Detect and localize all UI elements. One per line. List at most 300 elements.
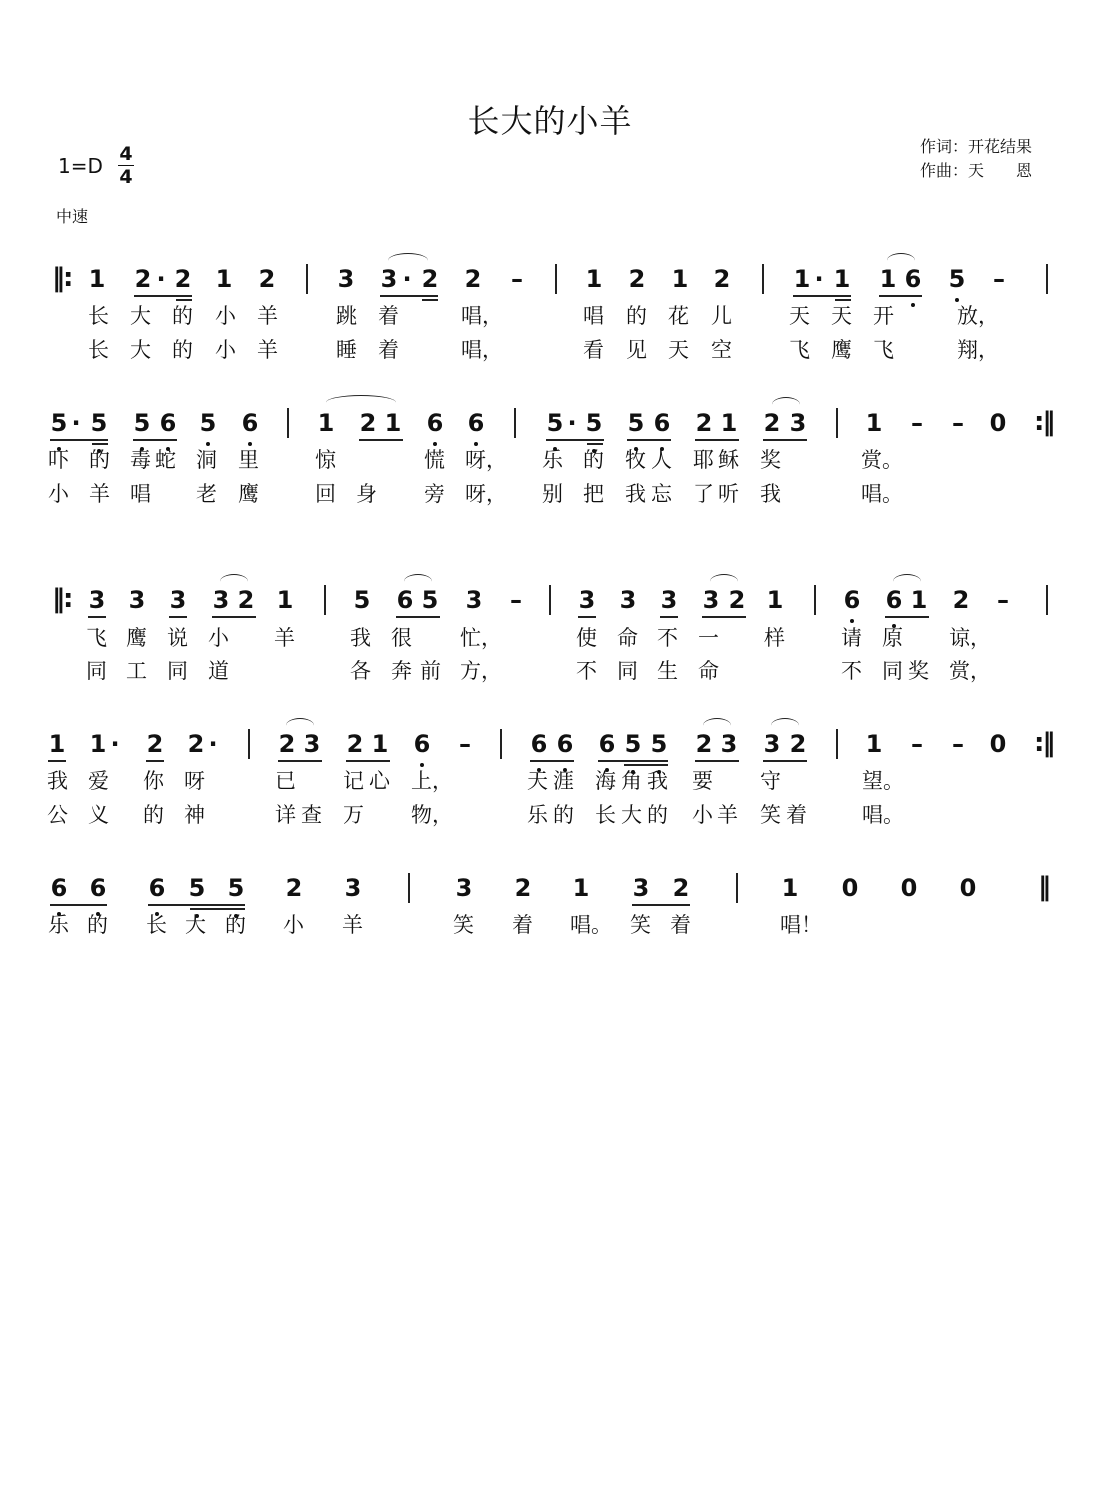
note: 2 xyxy=(187,730,205,758)
note: 2 xyxy=(285,874,303,902)
lyric: 物， xyxy=(411,803,453,827)
note: 2 xyxy=(237,586,255,614)
note-low: 5 xyxy=(90,409,108,437)
eighth-beam xyxy=(133,439,177,441)
sixteenth-beam xyxy=(92,443,108,445)
barline xyxy=(762,264,764,294)
lyric: 的 xyxy=(225,913,246,937)
lyric: 公 xyxy=(47,803,68,827)
lyric: 毒 xyxy=(130,448,151,472)
note: 3 xyxy=(380,265,398,293)
lyric: 笑 xyxy=(760,803,781,827)
lyric: 鹰 xyxy=(238,482,259,506)
eighth-beam xyxy=(627,439,671,441)
dash-extension: – xyxy=(511,265,523,293)
lyric: 翔， xyxy=(957,338,999,362)
lyric: 长 xyxy=(88,304,109,328)
note-low: 6 xyxy=(467,409,485,437)
lyric: 命 xyxy=(698,659,719,683)
lyric: 唱。 xyxy=(862,803,904,827)
rest: 0 xyxy=(841,874,859,902)
score-system-1 xyxy=(0,265,1100,385)
note-low: 5 xyxy=(585,409,603,437)
lyricist-credit: 作词：开花结果 xyxy=(920,137,1033,156)
lyric: 着 xyxy=(512,913,533,937)
lyric: 奖 xyxy=(760,448,781,472)
slur xyxy=(703,718,731,733)
dash-extension: – xyxy=(911,409,923,437)
eighth-beam xyxy=(88,616,106,618)
lyric: 睡 xyxy=(336,338,357,362)
low-octave-dot xyxy=(433,442,437,446)
note: 1 xyxy=(384,409,402,437)
sixteenth-beam xyxy=(422,299,438,301)
lyric: 不 xyxy=(841,659,862,683)
lyric: 乐 xyxy=(527,803,548,827)
lyric: 上， xyxy=(411,769,453,793)
lyric: 蛇 xyxy=(155,448,176,472)
final-barline: ‖ xyxy=(1038,872,1049,902)
lyric: 的 xyxy=(626,304,647,328)
eighth-beam xyxy=(380,295,438,297)
note: 3 xyxy=(789,409,807,437)
note-low: 6 xyxy=(426,409,444,437)
score-system-4 xyxy=(0,730,1100,850)
note: 1 xyxy=(781,874,799,902)
note-low: 5 xyxy=(50,409,68,437)
augmentation-dot: · xyxy=(208,730,218,758)
note: 2 xyxy=(514,874,532,902)
lyric: 的 xyxy=(647,803,668,827)
lyric: 飞 xyxy=(789,338,810,362)
eighth-beam xyxy=(212,616,256,618)
song-title: 长大的小羊 xyxy=(467,102,633,140)
lyric: 天 xyxy=(789,304,810,328)
lyric: 大 xyxy=(130,304,151,328)
barline xyxy=(306,264,308,294)
note: 2 xyxy=(628,265,646,293)
lyric: 着 xyxy=(378,338,399,362)
sixteenth-beam xyxy=(587,443,603,445)
note: 1 xyxy=(671,265,689,293)
barline xyxy=(814,585,816,615)
lyric: 唱。 xyxy=(861,482,903,506)
lyric: 空 xyxy=(711,338,732,362)
lyric: 万 xyxy=(343,803,364,827)
note-low: 6 xyxy=(530,730,548,758)
lyric: 唱！ xyxy=(780,913,822,937)
low-octave-dot xyxy=(850,619,854,623)
lyric: 我 xyxy=(760,482,781,506)
lyric: 鹰 xyxy=(126,626,147,650)
lyric: 使 xyxy=(576,626,597,650)
lyric: 我 xyxy=(47,769,68,793)
eighth-beam xyxy=(359,439,403,441)
note-low: 5 xyxy=(133,409,151,437)
dash-extension: – xyxy=(997,586,1009,614)
barline xyxy=(500,729,502,759)
low-octave-dot xyxy=(955,298,959,302)
slur xyxy=(772,397,800,412)
note: 1 xyxy=(766,586,784,614)
lyric: 呀 xyxy=(184,769,205,793)
slur xyxy=(388,253,428,268)
lyric: 了 xyxy=(693,482,714,506)
note: 1 xyxy=(865,409,883,437)
note: 1 xyxy=(48,730,66,758)
lyric: 大 xyxy=(621,803,642,827)
lyric: 羊 xyxy=(717,803,738,827)
lyric: 说 xyxy=(167,626,188,650)
barline xyxy=(736,873,738,903)
lyric: 守 xyxy=(760,769,781,793)
note-low: 6 xyxy=(241,409,259,437)
barline xyxy=(836,408,838,438)
lyric: 乐 xyxy=(542,448,563,472)
lyric: 命 xyxy=(617,626,638,650)
repeat-end-sign: :‖ xyxy=(1034,407,1054,437)
eighth-beam xyxy=(346,760,390,762)
sixteenth-beam xyxy=(624,764,668,766)
note: 2 xyxy=(763,409,781,437)
note: 1 xyxy=(88,265,106,293)
eighth-beam xyxy=(879,295,922,297)
lyric: 跳 xyxy=(336,304,357,328)
note: 5 xyxy=(421,586,439,614)
lyric: 方， xyxy=(460,659,502,683)
eighth-beam xyxy=(695,760,739,762)
lyric: 吓 xyxy=(48,448,69,472)
note: 2 xyxy=(672,874,690,902)
slur xyxy=(710,574,738,589)
augmentation-dot: · xyxy=(156,265,166,293)
lyric: 小 xyxy=(48,482,69,506)
low-octave-dot xyxy=(248,442,252,446)
lyric: 很 xyxy=(391,626,412,650)
lyric: 大 xyxy=(130,338,151,362)
note: 3 xyxy=(212,586,230,614)
eighth-beam xyxy=(396,616,440,618)
slur xyxy=(771,718,799,733)
note: 1 xyxy=(215,265,233,293)
composer-credit: 作曲：天 恩 xyxy=(920,161,1033,180)
lyric: 谅， xyxy=(949,626,991,650)
lyric: 各 xyxy=(350,659,371,683)
lyric: 飞 xyxy=(86,626,107,650)
note: 3 xyxy=(344,874,362,902)
barline xyxy=(549,585,551,615)
note: 1 xyxy=(371,730,389,758)
note-low: 5 xyxy=(188,874,206,902)
barline xyxy=(324,585,326,615)
note: 3 xyxy=(763,730,781,758)
repeat-start-sign: ‖: xyxy=(52,263,72,293)
lyric: 神 xyxy=(184,803,205,827)
lyric: 飞 xyxy=(873,338,894,362)
augmentation-dot: · xyxy=(71,409,81,437)
lyric: 同 xyxy=(167,659,188,683)
rest: 0 xyxy=(989,730,1007,758)
lyric: 我 xyxy=(647,769,668,793)
eighth-beam xyxy=(546,439,604,441)
lyric: 同 xyxy=(86,659,107,683)
lyric: 慌 xyxy=(424,448,445,472)
lyric: 工 xyxy=(126,659,147,683)
lyric: 的 xyxy=(553,803,574,827)
note: 2 xyxy=(713,265,731,293)
eighth-beam xyxy=(632,904,690,906)
note: 2 xyxy=(359,409,377,437)
note: 1 xyxy=(276,586,294,614)
eighth-beam xyxy=(146,760,164,762)
slur xyxy=(887,253,915,268)
lyric: 前 xyxy=(420,659,441,683)
dash-extension: – xyxy=(993,265,1005,293)
lyric: 笑 xyxy=(630,913,651,937)
eighth-beam xyxy=(793,295,851,297)
key-signature: 1=D xyxy=(58,154,103,178)
lyric: 详 xyxy=(275,803,296,827)
lyric: 旁 xyxy=(424,482,445,506)
lyric: 小 xyxy=(208,626,229,650)
note: 2 xyxy=(346,730,364,758)
lyric: 我 xyxy=(625,482,646,506)
note: 1 xyxy=(793,265,811,293)
lyric: 听 xyxy=(718,482,739,506)
rest: 0 xyxy=(959,874,977,902)
lyric: 道 xyxy=(208,659,229,683)
note-low: 6 xyxy=(598,730,616,758)
lyric: 请 xyxy=(841,626,862,650)
note-low: 6 xyxy=(50,874,68,902)
note: 2 xyxy=(258,265,276,293)
lyric: 的 xyxy=(172,304,193,328)
note: 1 xyxy=(572,874,590,902)
lyric: 一 xyxy=(698,626,719,650)
lyric: 唱 xyxy=(130,482,151,506)
lyric: 小 xyxy=(283,913,304,937)
lyric: 海 xyxy=(595,769,616,793)
note: 5 xyxy=(353,586,371,614)
lyric: 看 xyxy=(583,338,604,362)
note: 1 xyxy=(317,409,335,437)
barline xyxy=(408,873,410,903)
lyric: 赏， xyxy=(949,659,991,683)
note: 3 xyxy=(702,586,720,614)
repeat-end-sign: :‖ xyxy=(1034,728,1054,758)
eighth-beam xyxy=(578,616,596,618)
note-low: 5 xyxy=(650,730,668,758)
low-octave-dot xyxy=(474,442,478,446)
lyric: 天 xyxy=(527,769,548,793)
note: 2 xyxy=(146,730,164,758)
eighth-beam xyxy=(660,616,678,618)
lyric: 生 xyxy=(657,659,678,683)
lyric: 里 xyxy=(238,448,259,472)
lyric: 开 xyxy=(873,304,894,328)
barline xyxy=(836,729,838,759)
lyric: 的 xyxy=(143,803,164,827)
augmentation-dot: · xyxy=(110,730,120,758)
lyric: 奖 xyxy=(908,659,929,683)
lyric: 奔 xyxy=(391,659,412,683)
augmentation-dot: · xyxy=(814,265,824,293)
note: 2 xyxy=(728,586,746,614)
note-low: 6 xyxy=(843,586,861,614)
lyric: 着 xyxy=(786,803,807,827)
lyric: 放， xyxy=(957,304,999,328)
lyric: 小 xyxy=(692,803,713,827)
lyric: 惊 xyxy=(315,448,336,472)
note-low: 6 xyxy=(89,874,107,902)
eighth-beam xyxy=(50,904,107,906)
note: 1 xyxy=(585,265,603,293)
note: 2 xyxy=(464,265,482,293)
note: 3 xyxy=(619,586,637,614)
note: 3 xyxy=(660,586,678,614)
lyric: 唱， xyxy=(461,304,503,328)
note: 2 xyxy=(789,730,807,758)
lyric: 忘 xyxy=(651,482,672,506)
eighth-beam xyxy=(885,616,929,618)
lyric: 的 xyxy=(583,448,604,472)
slur xyxy=(893,574,921,589)
barline xyxy=(514,408,516,438)
lyric: 记 xyxy=(343,769,364,793)
lyric: 人 xyxy=(651,448,672,472)
lyric: 老 xyxy=(196,482,217,506)
eighth-beam xyxy=(702,616,746,618)
note-low: 5 xyxy=(627,409,645,437)
eighth-beam xyxy=(598,760,668,762)
eighth-beam xyxy=(278,760,322,762)
note: 3 xyxy=(128,586,146,614)
note-low: 6 xyxy=(148,874,166,902)
lyric: 小 xyxy=(215,304,236,328)
note: 2 xyxy=(952,586,970,614)
barline xyxy=(1046,264,1048,294)
lyric: 同 xyxy=(617,659,638,683)
dash-extension: – xyxy=(952,730,964,758)
lyric: 把 xyxy=(583,482,604,506)
lyric: 唱。 xyxy=(570,913,612,937)
note: 3 xyxy=(465,586,483,614)
low-octave-dot xyxy=(420,763,424,767)
score-system-3 xyxy=(0,586,1100,706)
eighth-beam xyxy=(763,439,807,441)
lyric: 呀， xyxy=(465,482,507,506)
note-low: 5 xyxy=(948,265,966,293)
lyric: 爱 xyxy=(88,769,109,793)
lyric: 的 xyxy=(87,913,108,937)
low-octave-dot xyxy=(206,442,210,446)
note-low: 5 xyxy=(624,730,642,758)
lyric: 牧 xyxy=(625,448,646,472)
slur xyxy=(286,718,314,733)
note: 6 xyxy=(396,586,414,614)
eighth-beam xyxy=(48,760,66,762)
note: 3 xyxy=(632,874,650,902)
note: 1 xyxy=(865,730,883,758)
note-low: 5 xyxy=(227,874,245,902)
lyric: 唱 xyxy=(583,304,604,328)
note: 3 xyxy=(455,874,473,902)
barline xyxy=(287,408,289,438)
sixteenth-beam xyxy=(190,908,245,910)
eighth-beam xyxy=(695,439,739,441)
dash-extension: – xyxy=(459,730,471,758)
eighth-beam xyxy=(134,295,192,297)
lyric: 稣 xyxy=(718,448,739,472)
time-signature-bottom: 4 xyxy=(119,166,133,188)
lyric: 鹰 xyxy=(831,338,852,362)
lyric: 着 xyxy=(670,913,691,937)
lyric: 样 xyxy=(764,626,785,650)
barline xyxy=(248,729,250,759)
lyric: 不 xyxy=(657,626,678,650)
note: 3 xyxy=(88,586,106,614)
lyric: 义 xyxy=(88,803,109,827)
eighth-beam xyxy=(530,760,574,762)
rest: 0 xyxy=(989,409,1007,437)
note: 2 xyxy=(278,730,296,758)
note: 2 xyxy=(695,409,713,437)
repeat-start-sign: ‖: xyxy=(52,584,72,614)
lyric: 望。 xyxy=(862,769,904,793)
lyric: 羊 xyxy=(89,482,110,506)
lyric: 大 xyxy=(185,913,206,937)
note-low: 6 xyxy=(413,730,431,758)
lyric: 笑 xyxy=(453,913,474,937)
low-octave-dot xyxy=(911,303,915,307)
eighth-beam xyxy=(148,904,245,906)
lyric: 洞 xyxy=(196,448,217,472)
lyric: 查 xyxy=(301,803,322,827)
slur xyxy=(326,395,396,410)
lyric: 羊 xyxy=(257,338,278,362)
note: 3 xyxy=(720,730,738,758)
note: 2 xyxy=(695,730,713,758)
note-low: 6 xyxy=(556,730,574,758)
dash-extension: – xyxy=(952,409,964,437)
note: 1 xyxy=(910,586,928,614)
lyric: 赏。 xyxy=(861,448,903,472)
lyric: 羊 xyxy=(274,626,295,650)
note-low: 5 xyxy=(199,409,217,437)
lyric: 同 xyxy=(882,659,903,683)
lyric: 忙， xyxy=(460,626,502,650)
note: 2 xyxy=(134,265,152,293)
note: 1 xyxy=(89,730,107,758)
lyric: 涯 xyxy=(553,769,574,793)
note: 2 xyxy=(421,265,439,293)
eighth-beam xyxy=(763,760,807,762)
lyric: 的 xyxy=(89,448,110,472)
note: 3 xyxy=(337,265,355,293)
barline xyxy=(1046,585,1048,615)
augmentation-dot: · xyxy=(402,265,412,293)
slur xyxy=(220,574,248,589)
lyric: 小 xyxy=(215,338,236,362)
lyric: 角 xyxy=(621,769,642,793)
lyric: 唱， xyxy=(461,338,503,362)
lyric: 你 xyxy=(143,769,164,793)
note: 1 xyxy=(879,265,897,293)
lyric: 原 xyxy=(882,626,903,650)
augmentation-dot: · xyxy=(567,409,577,437)
lyric: 乐 xyxy=(48,913,69,937)
dash-extension: – xyxy=(510,586,522,614)
